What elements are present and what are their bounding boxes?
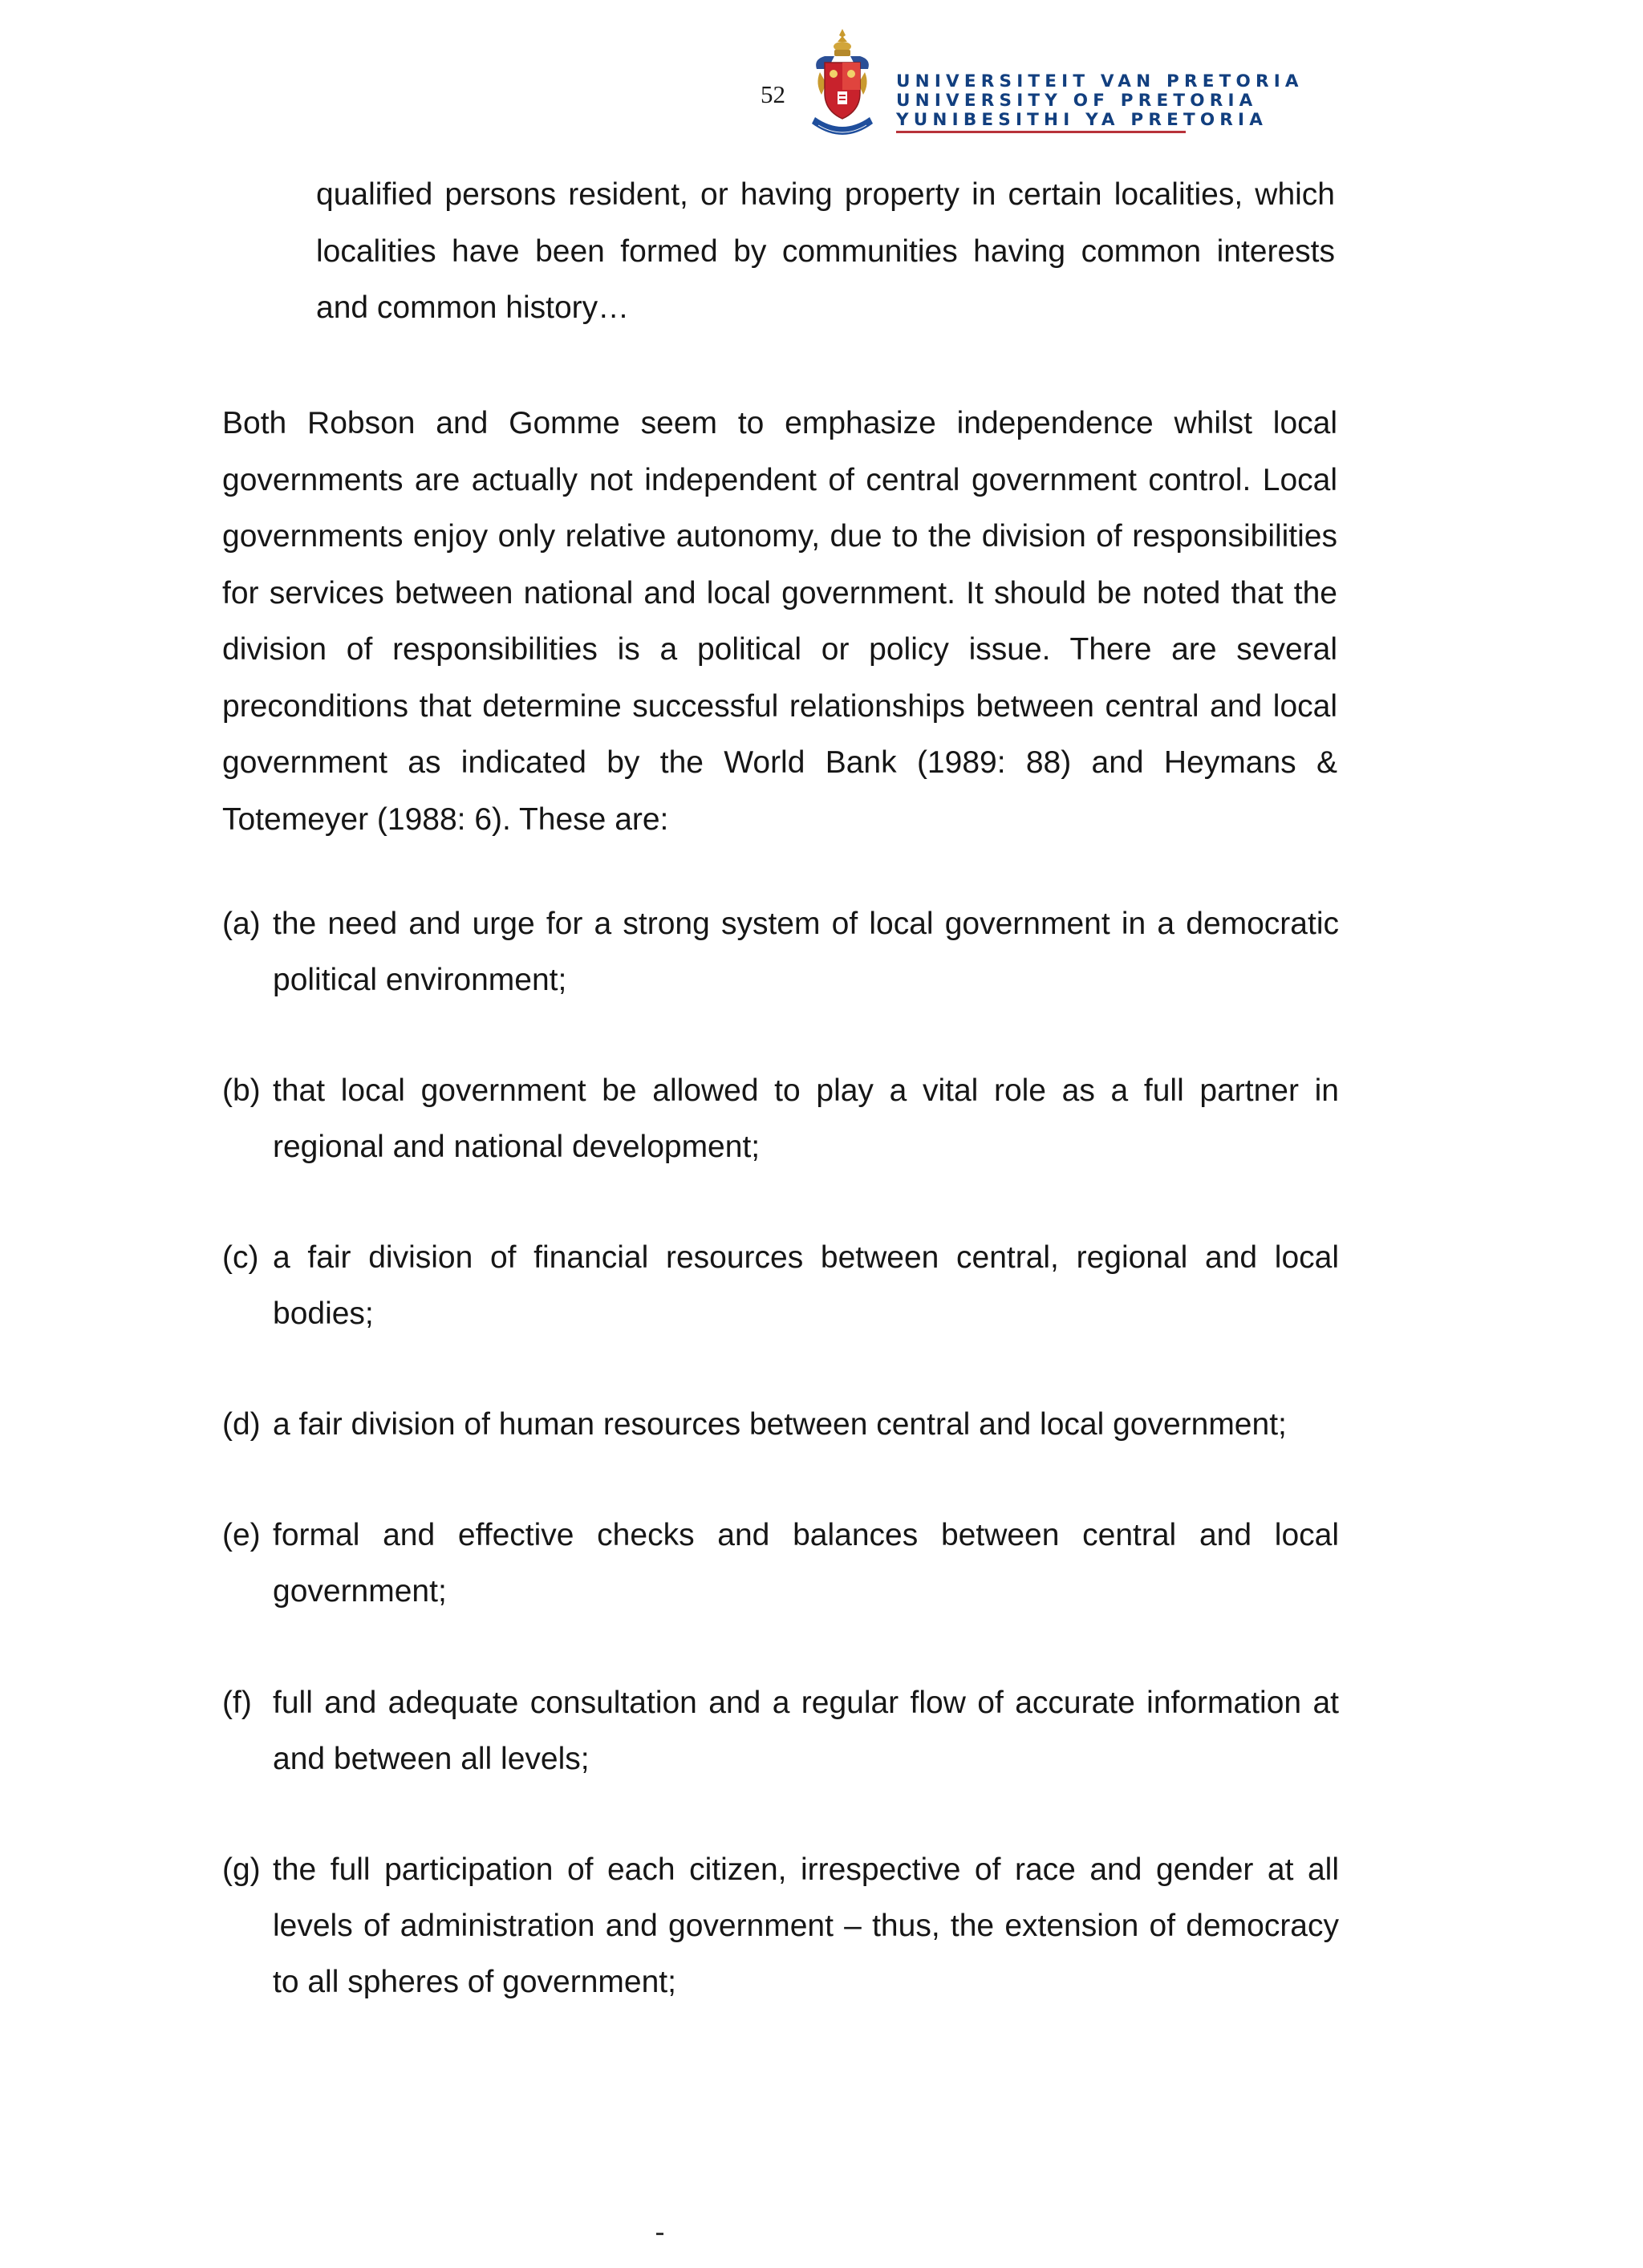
body-paragraph: Both Robson and Gomme seem to emphasize independence whilst local governments are actually not independent of central government control. Local governments enjoy only relative autonomy, due to the division of responsibilities for services between national and local government. It should be noted that the division of responsibilities is a political or policy issue. There are several preconditions that determine successful relationships between central and local government as indicated by the World Bank (1989: 88) and Heymans & Totemeyer (1988: 6). These are: xyxy=(222,406,1337,837)
list-item xyxy=(222,1230,1339,1342)
university-names xyxy=(896,72,1304,130)
list-item-marker: (c) xyxy=(222,1240,259,1275)
university-name-afrikaans: UNIVERSITEIT VAN PRETORIA xyxy=(896,71,1304,91)
block-quote: qualified persons resident, or having property in certain localities, which localities have been formed by communities having common interests and common history… xyxy=(316,177,1335,325)
list-item-text: the need and urge for a strong system of local government in a democratic political environment; xyxy=(273,907,1339,997)
list-item-text: the full participation of each citizen, irrespective of race and gender at all levels of administration and government – thus, the extension of democracy to all spheres of government; xyxy=(273,1852,1339,1999)
list-item-marker: (e) xyxy=(222,1518,261,1552)
list-item-marker: (f) xyxy=(222,1686,252,1720)
list-item-text: that local government be allowed to play a vital role as a full partner in regional and national development; xyxy=(273,1073,1339,1164)
list-item-marker: (g) xyxy=(222,1852,261,1887)
list-item xyxy=(222,896,1339,1008)
list-item-marker: (b) xyxy=(222,1073,261,1108)
list-item xyxy=(222,1842,1339,2010)
list-item-marker: (a) xyxy=(222,907,261,941)
list-item-text: a fair division of financial resources between central, regional and local bodies; xyxy=(273,1240,1339,1331)
footer-mark xyxy=(656,2233,663,2235)
list-item xyxy=(222,1063,1339,1175)
list-item-text: a fair division of human resources between central and local government; xyxy=(273,1407,1287,1442)
list-item xyxy=(222,1507,1339,1620)
list-item xyxy=(222,1675,1339,1787)
list-item-text: formal and effective checks and balances between central and local government; xyxy=(273,1518,1339,1609)
university-crest-icon xyxy=(810,27,874,143)
header-rule xyxy=(896,131,1186,133)
page-number: 52 xyxy=(761,80,785,108)
list-item-marker: (d) xyxy=(222,1407,261,1442)
list-item xyxy=(222,1397,1339,1453)
university-name-sepedi: YUNIBESITHI YA PRETORIA xyxy=(896,110,1268,130)
university-name-english: UNIVERSITY OF PRETORIA xyxy=(896,91,1258,111)
list-item-text: full and adequate consultation and a regular flow of accurate information at and between all levels; xyxy=(273,1686,1339,1776)
